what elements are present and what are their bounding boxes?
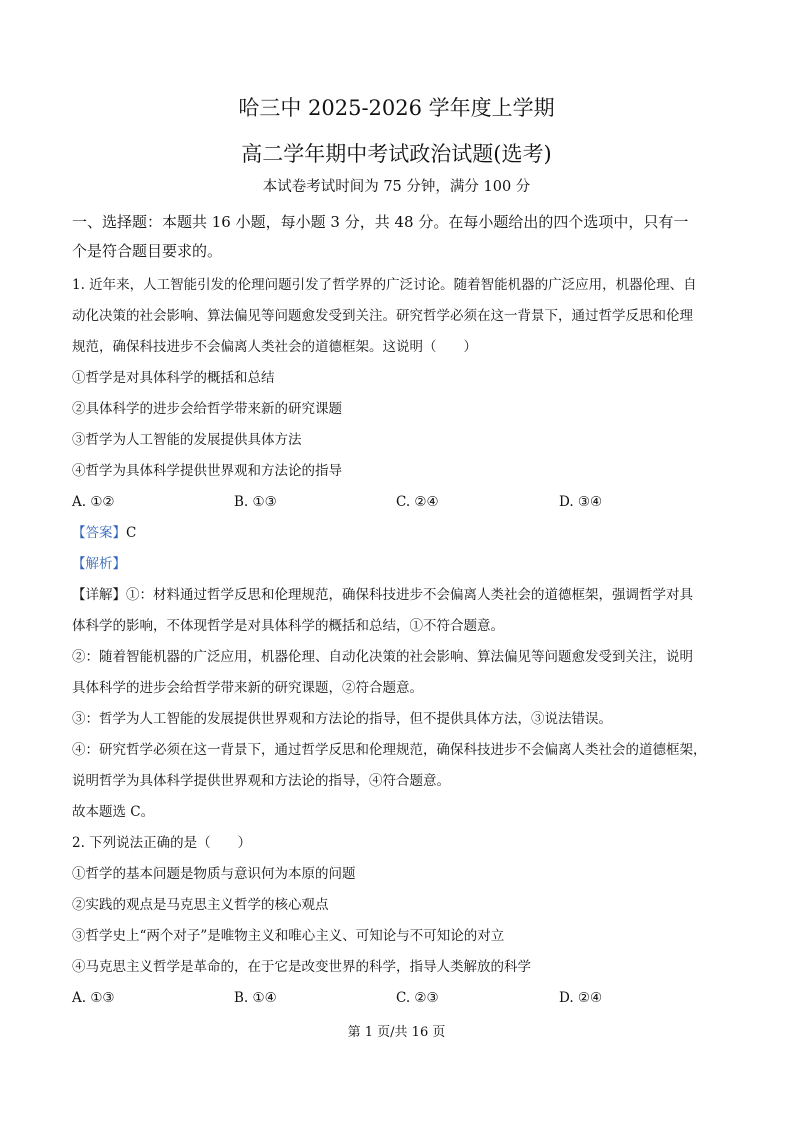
q1-detail-line [72,580,724,611]
q1-detail-line: ④：研究哲学必须在这一背景下，通过哲学反思和伦理规范，确保科技进步不会偏离人类社会的道德框架， [72,742,707,758]
q1-stem-line: 1. 近年来，人工智能引发的伦理问题引发了哲学界的广泛讨论。随着智能机器的广泛应用，机器伦理、自 [72,277,697,293]
q1-stem-line: 规范，确保科技进步不会偏离人类社会的道德框架。这说明（ ） [72,339,477,355]
q1-detail-line: 具体科学的进步会给哲学带来新的研究课题，②符合题意。 [72,680,423,696]
q1-stem-line: 动化决策的社会影响、算法偏见等问题愈发受到关注。研究哲学必须在这一背景下，通过哲学反思和伦理 [72,308,693,324]
q2-item: ②实践的观点是马克思主义哲学的核心观点 [72,897,329,913]
analysis-label: 【解析】 [72,556,126,572]
detail-label: 【详解】 [72,587,126,603]
q2-options [72,983,724,1014]
q1-analysis [72,549,724,580]
q1-detail-line: ②：随着智能机器的广泛应用，机器伦理、自动化决策的社会影响、算法偏见等问题愈发受到关注，说明 [72,649,693,665]
section-instructions [72,208,724,266]
detail-text: ①：材料通过哲学反思和伦理规范，确保科技进步不会偏离人类社会的道德框架，强调哲学对具 [126,587,693,603]
q1-options [72,487,724,518]
q1-detail-line: ③：哲学为人工智能的发展提供世界观和方法论的指导，但不提供具体方法，③说法错误。 [72,711,612,727]
answer-value: C [126,525,137,541]
q1-item: ④哲学为具体科学提供世界观和方法论的指导 [72,463,342,479]
q1-option-c: C. ②④ [396,494,439,510]
instruction-line: 个是符合题目要求的。 [72,242,223,260]
q1-conclusion: 故本题选 C。 [72,804,155,820]
q1-item: ②具体科学的进步会给哲学带来新的研究课题 [72,401,342,417]
instruction-line: 一、选择题：本题共 16 小题，每小题 3 分，共 48 分。在每小题给出的四个选项中，只有一 [72,213,689,231]
q2-item: ③哲学史上“两个对子”是唯物主义和唯心主义、可知论与不可知论的对立 [72,928,505,944]
q2-option-d: D. ②④ [559,990,603,1006]
question-content [72,270,724,1014]
q2-item: ④马克思主义哲学是革命的，在于它是改变世界的科学，指导人类解放的科学 [72,959,531,975]
q1-option-d: D. ③④ [559,494,603,510]
q1-option-b: B. ①③ [234,494,277,510]
q2-item: ①哲学的基本问题是物质与意识何为本原的问题 [72,866,356,882]
exam-info: 本试卷考试时间为 75 分钟，满分 100 分 [262,179,531,195]
q1-item: ①哲学是对具体科学的概括和总结 [72,370,275,386]
q1-detail-line: 体科学的影响，不体现哲学是对具体科学的概括和总结，①不符合题意。 [72,618,504,634]
q2-stem: 2. 下列说法正确的是（ ） [72,835,252,851]
q1-item: ③哲学为人工智能的发展提供具体方法 [72,432,302,448]
exam-title-line2: 高二学年期中考试政治试题(选考) [241,142,552,166]
q1-answer [72,518,724,549]
page-footer: 第 1 页/共 16 页 [347,1025,446,1040]
q2-option-b: B. ①④ [234,990,277,1006]
exam-title-line1: 哈三中 2025-2026 学年度上学期 [238,96,555,120]
q1-detail-line: 说明哲学为具体科学提供世界观和方法论的指导，④符合题意。 [72,773,450,789]
q2-option-c: C. ②③ [396,990,439,1006]
answer-label: 【答案】 [72,525,126,541]
q2-option-a: A. ①③ [72,990,115,1006]
q1-option-a: A. ①② [72,494,115,510]
